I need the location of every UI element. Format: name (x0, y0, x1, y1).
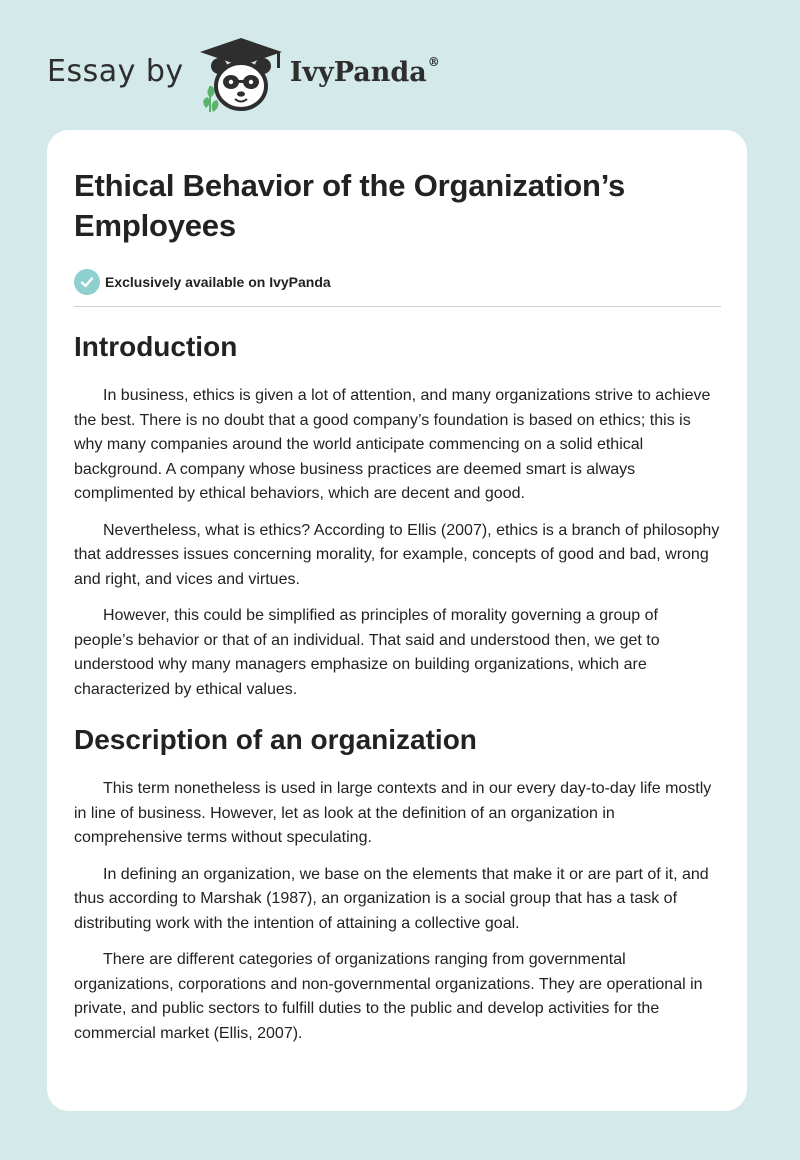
exclusive-badge (74, 268, 721, 296)
site-header (47, 34, 440, 114)
paragraph: This term nonetheless is used in large contexts and in our every day-to-day life mostly in line of business. However, let as look at the definition of an organization in comprehensive terms without speculating. (74, 780, 712, 846)
essay-card (47, 130, 747, 1111)
essay-by-label: Essay by (47, 53, 184, 89)
paragraph: Nevertheless, what is ethics? According to Ellis (2007), ethics is a branch of philosophy that addresses issues concerning morality, for example, concepts of good and bad, wrong and right, and vices and virtues. (74, 521, 720, 588)
registered-mark: ® (427, 54, 440, 69)
brand-name[interactable]: IvyPanda® (289, 54, 440, 88)
paragraph: However, this could be simplified as principles of morality governing a group of people’s behavior or that of an individual. That said and understood then, we get to understood why many managers emphasize on building organizations, which are characterized by ethical values. (74, 607, 660, 698)
paragraph: There are different categories of organizations ranging from governmental organizations, corporations and non-governmental organizations. They are operational in private, and public sectors to fulfill duties to the public and develop activities for the commercial market (Ellis, 2007). (74, 951, 703, 1042)
section-heading: Description of an organization (74, 724, 477, 755)
section-heading: Introduction (74, 331, 238, 362)
page-title: Ethical Behavior of the Organization’s Employees (74, 168, 626, 243)
paragraph: In defining an organization, we base on the elements that make it or are part of it, and thus according to Marshak (1987), an organization is a social group that has a task of distributing work with the intention of attaining a collective goal. (74, 865, 709, 932)
checkmark-icon (74, 269, 100, 295)
panda-logo-icon[interactable] (198, 36, 284, 112)
divider (74, 306, 721, 307)
badge-text: Exclusively available on IvyPanda (105, 274, 331, 290)
paragraph: In business, ethics is given a lot of attention, and many organizations strive to achieve the best. There is no doubt that a good company’s foundation is based on ethics; this is why many companies around the world anticipate commencing on a solid ethical background. A company whose business practices are deemed smart is always complimented by ethical behaviors, which are decent and good. (74, 387, 711, 502)
section-introduction (74, 329, 721, 702)
section-description (74, 722, 721, 1046)
